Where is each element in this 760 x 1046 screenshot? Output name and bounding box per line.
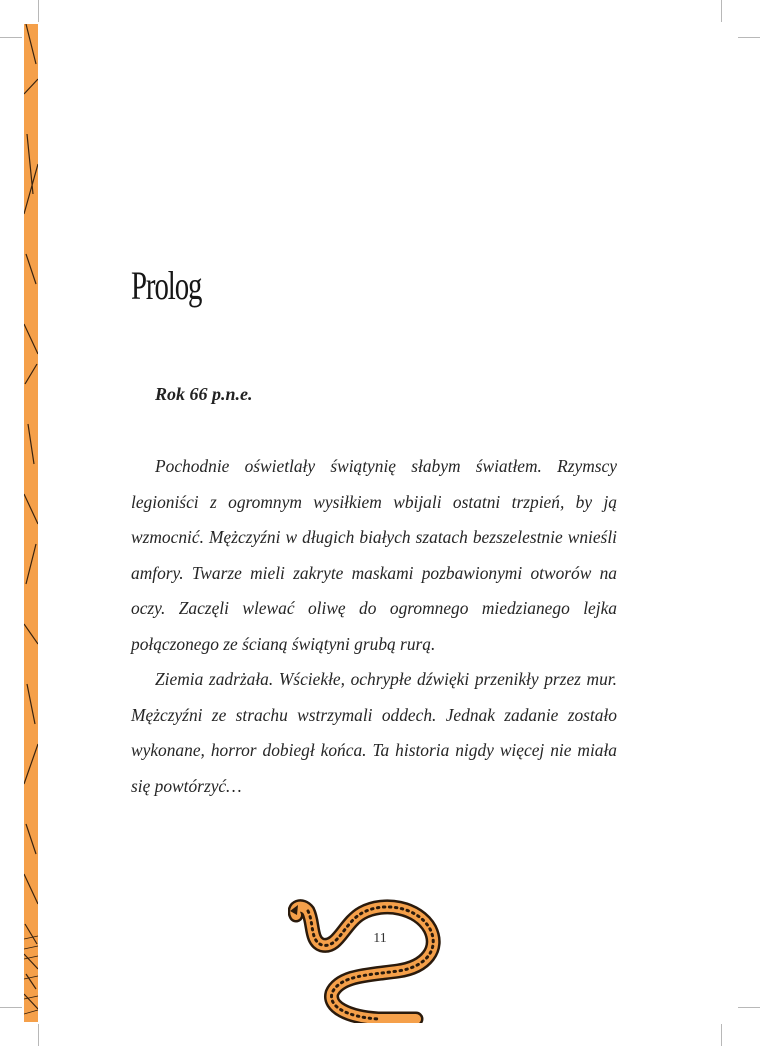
date-heading: Rok 66 p.n.e. xyxy=(155,384,253,404)
crop-mark-bottom-left xyxy=(38,1024,39,1046)
crop-mark-top-right xyxy=(721,0,722,22)
side-illustration-stripe xyxy=(24,24,38,1022)
crop-mark-top-left xyxy=(38,0,39,22)
crop-mark-left-top xyxy=(0,37,22,38)
paragraph-1: Pochodnie oświetlały świątynię słabym światłem. Rzymscy legioniści z ogromnym wysiłkiem wbijali ostatni trzpień, by ją wzmocnić. Mężczyźni w długich białych szatach bezszelestnie wnieśli amfory. Twarze mieli zakryte maskami pozbawionymi otworów na oczy. Zaczęli wlewać oliwę do ogromnego miedzianego lejka połączonego ze ścianą świątyni grubą rurą. xyxy=(131,456,617,654)
prologue-text xyxy=(131,449,617,804)
crop-mark-right-top xyxy=(738,37,760,38)
crop-mark-left-bottom xyxy=(0,1007,22,1008)
crop-mark-right-bottom xyxy=(738,1007,760,1008)
serpent-icon xyxy=(288,893,442,1023)
crop-mark-bottom-right xyxy=(721,1024,722,1046)
chapter-title: Prolog xyxy=(131,263,202,308)
paragraph-2: Ziemia zadrżała. Wściekłe, ochrypłe dźwięki przenikły przez mur. Mężczyźni ze strachu wstrzymali oddech. Jednak zadanie zostało wykonane, horror dobiegł końca. Ta historia nigdy więcej nie miała się powtórzyć… xyxy=(131,669,617,796)
page-number: 11 xyxy=(373,931,387,946)
